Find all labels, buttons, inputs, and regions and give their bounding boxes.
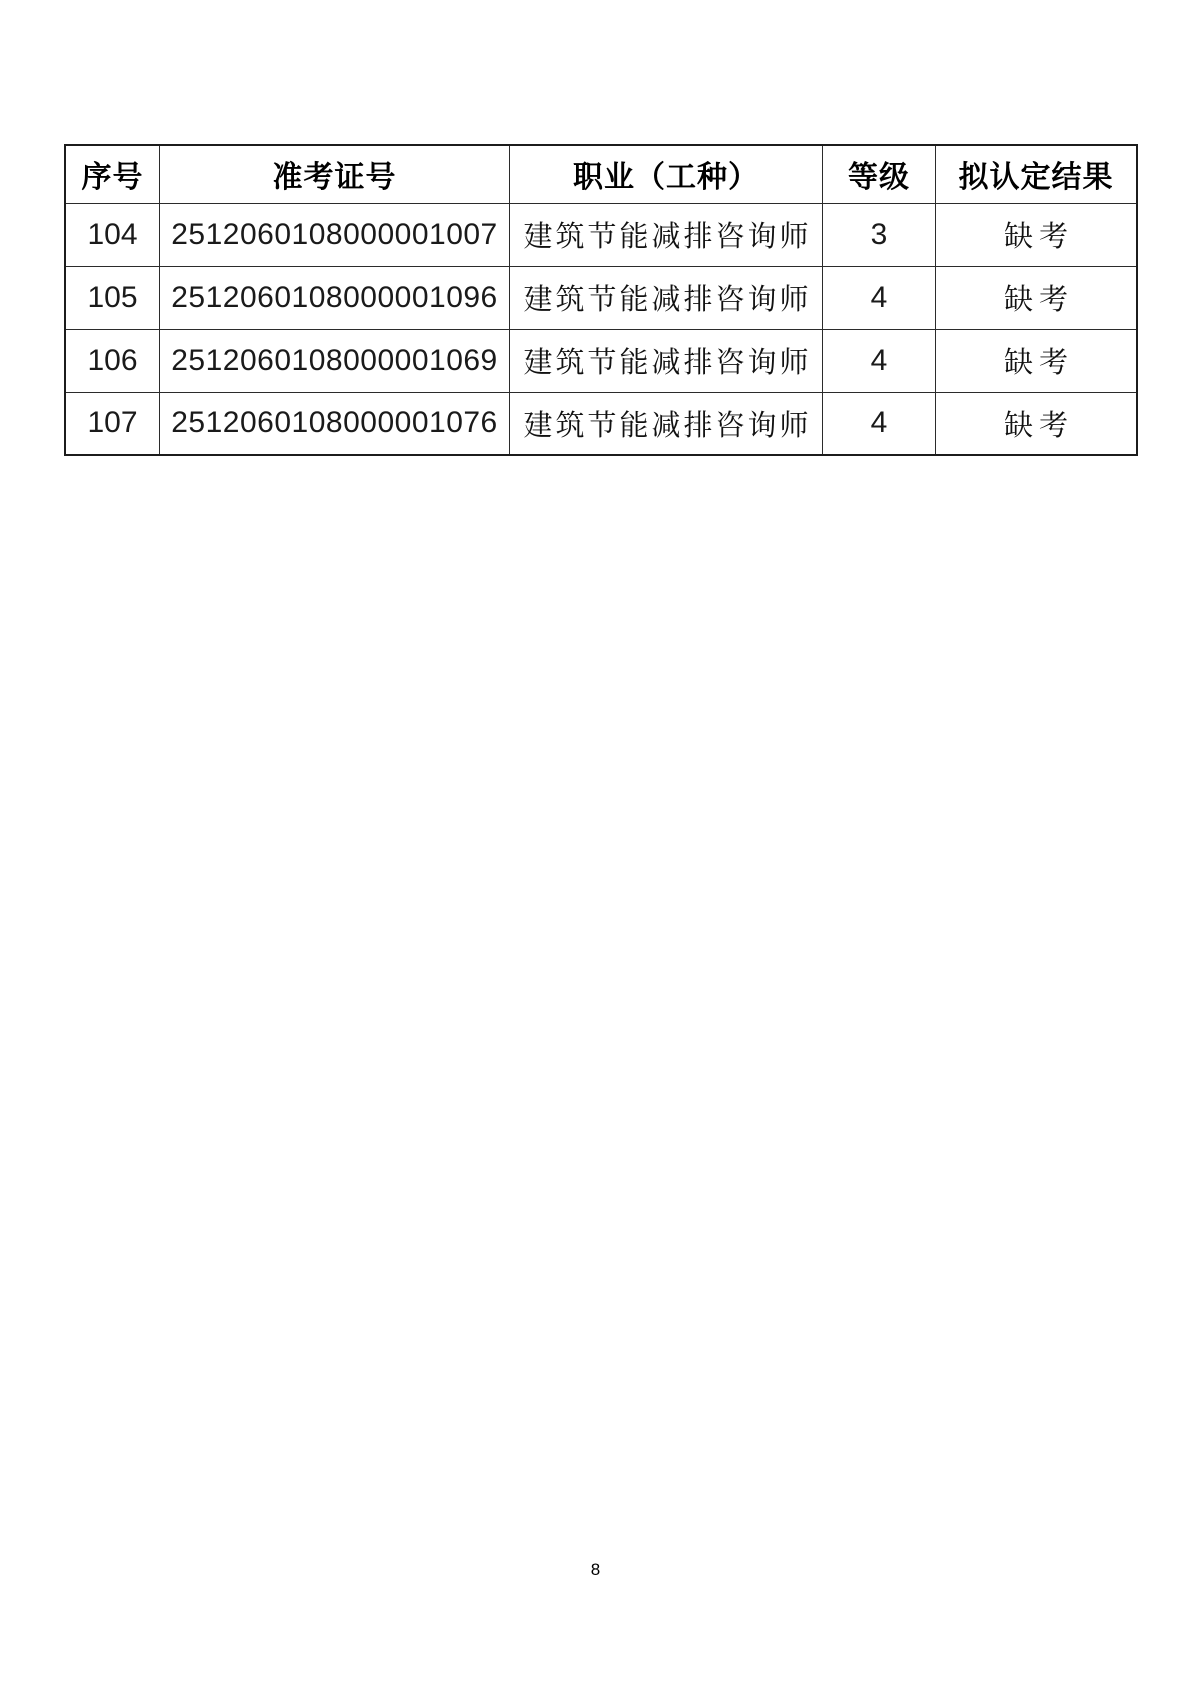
header-serial-number: 序号 <box>65 145 160 203</box>
cell-serial-number: 104 <box>65 203 160 266</box>
cell-level: 4 <box>823 266 936 329</box>
cell-level: 4 <box>823 329 936 392</box>
header-occupation: 职业（工种） <box>510 145 823 203</box>
cell-serial-number: 106 <box>65 329 160 392</box>
page-number: 8 <box>590 1560 601 1579</box>
cell-occupation: 建筑节能减排咨询师 <box>510 329 823 392</box>
cell-level: 3 <box>823 203 936 266</box>
cell-proposed-result: 缺考 <box>936 266 1138 329</box>
cell-occupation: 建筑节能减排咨询师 <box>510 266 823 329</box>
cell-occupation: 建筑节能减排咨询师 <box>510 392 823 455</box>
header-level: 等级 <box>823 145 936 203</box>
header-ticket-number: 准考证号 <box>160 145 510 203</box>
cell-ticket-number: 2512060108000001007 <box>160 203 510 266</box>
table-row <box>65 266 1137 329</box>
cell-ticket-number: 2512060108000001076 <box>160 392 510 455</box>
cell-ticket-number: 2512060108000001096 <box>160 266 510 329</box>
table-header-row <box>65 145 1137 203</box>
cell-level: 4 <box>823 392 936 455</box>
cell-serial-number: 105 <box>65 266 160 329</box>
exam-results-table <box>64 144 1138 456</box>
table-row <box>65 329 1137 392</box>
header-proposed-result: 拟认定结果 <box>936 145 1138 203</box>
cell-ticket-number: 2512060108000001069 <box>160 329 510 392</box>
cell-occupation: 建筑节能减排咨询师 <box>510 203 823 266</box>
cell-proposed-result: 缺考 <box>936 392 1138 455</box>
cell-serial-number: 107 <box>65 392 160 455</box>
cell-proposed-result: 缺考 <box>936 203 1138 266</box>
table-row <box>65 203 1137 266</box>
cell-proposed-result: 缺考 <box>936 329 1138 392</box>
table-row <box>65 392 1137 455</box>
